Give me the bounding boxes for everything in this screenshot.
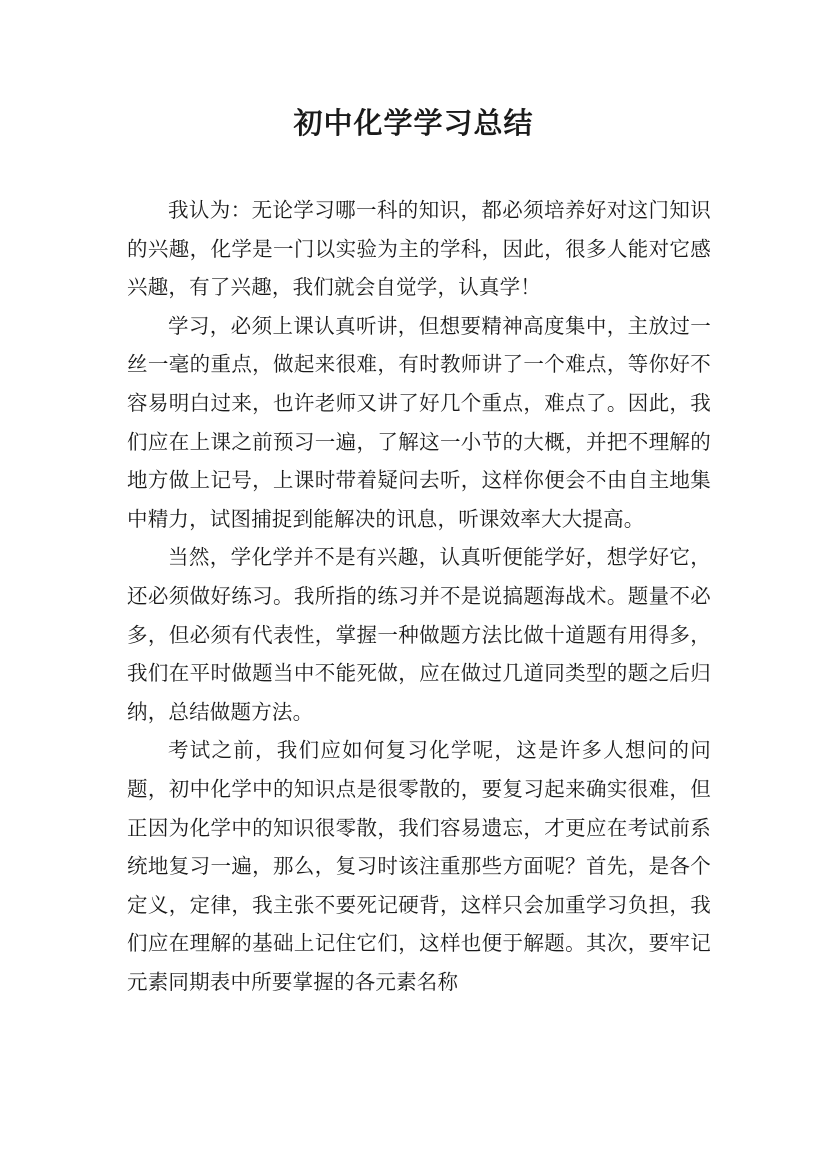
- paragraph-review: 考试之前，我们应如何复习化学呢，这是许多人想问的问题，初中化学中的知识点是很零散的，要复习起来确实很难，但正因为化学中的知识很零散，我们容易遗忘，才更应在考试前系统地复习一遍，那么，复习时该注重那些方面呢？首先，是各个定义，定律，我主张不要死记硬背，这样只会加重学习负担，我们应在理解的基础上记住它们，这样也便于解题。其次，要牢记元素同期表中所要掌握的各元素名称: [127, 738, 711, 994]
- paragraph-interest: 我认为：无论学习哪一科的知识，都必须培养好对这门知识的兴趣，化学是一门以实验为主的学科，因此，很多人能对它感兴趣，有了兴趣，我们就会自觉学，认真学！: [127, 198, 711, 300]
- paragraph-listening: 学习，必须上课认真听讲，但想要精神高度集中，主放过一丝一毫的重点，做起来很难，有时教师讲了一个难点，等你好不容易明白过来，也许老师又讲了好几个重点，难点了。因此，我们应在上课之前预习一遍，了解这一小节的大概，并把不理解的地方做上记号，上课时带着疑问去听，这样你便会不由自主地集中精力，试图捕捉到能解决的讯息，听课效率大大提高。: [127, 313, 711, 531]
- document-title: 初中化学学习总结: [293, 106, 534, 140]
- document-body: [127, 191, 711, 1001]
- paragraph-practice: 当然，学化学并不是有兴趣，认真听便能学好，想学好它，还必须做好练习。我所指的练习并不是说搞题海战术。题量不必多，但必须有代表性，掌握一种做题方法比做十道题有用得多，我们在平时做题当中不能死做，应在做过几道同类型的题之后归纳，总结做题方法。: [127, 545, 711, 724]
